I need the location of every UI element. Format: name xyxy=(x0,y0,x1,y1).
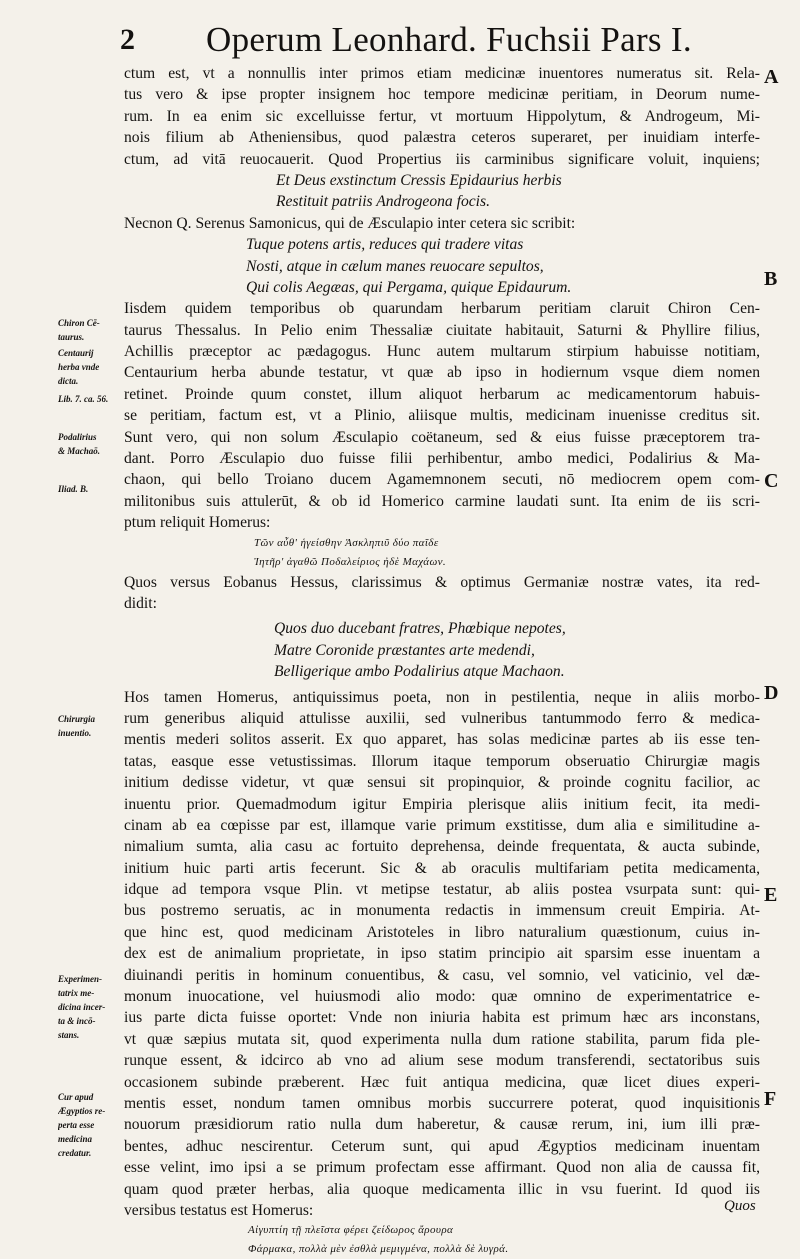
page-number: 2 xyxy=(120,23,135,56)
text-line: dant. Porro Æsculapio duo fuisse filii perhibentur, ambo medici, Podalirius & Ma- xyxy=(124,450,760,468)
greek-quote-homer-2 xyxy=(124,1221,760,1259)
paragraph-eobanus xyxy=(124,572,760,615)
text-line: monum inuocatione, vel huiusmodi alio modo: quæ omnino de experimentatrice e- xyxy=(124,988,760,1006)
text-line: retinet. Proinde quum constet, illum aliquot herbarum ac medicamentorum habuis- xyxy=(124,385,760,403)
text-line: ctum est, vt a nonnullis inter primos etiam medicinæ inuentores numeratus sit. Rela- xyxy=(124,65,760,82)
greek-line: Τῶν αὖθ' ἡγείσθην Ἀσκληπιῦ δύο παῖδε xyxy=(254,536,439,549)
paragraph-chiron xyxy=(124,298,760,533)
text-line: Centaurium herba abunde testatur, vt quæ ab ipso in hodiernum vsque diem nomen xyxy=(124,364,760,382)
text-line: rum. In ea enim sic excelluisse fertur, vt mortuum Hippolytum, & Androgeum, Mi- xyxy=(124,107,760,125)
text-line: cinam ab ea cœpisse par est, illamque varie primum exstitisse, dum alia e similitudine a- xyxy=(124,816,760,834)
catchword: Quos xyxy=(724,1198,756,1214)
verse-eobanus xyxy=(124,614,760,686)
verse-serenus xyxy=(124,234,760,298)
text-line: Necnon Q. Serenus Samonicus, qui de Æsculapio inter cetera sic scribit: xyxy=(124,214,576,232)
verse-line: Tuque potens artis, reduces qui tradere vitas xyxy=(246,236,524,254)
text-line: tus vero & ipse propter insignem hoc tempore medicinæ peritiam, in Deorum nume- xyxy=(124,86,760,104)
greek-line: Φάρμακα, πολλὰ μὲν ἐσθλὰ μεμιγμένα, πολλὰ δὲ λυγρά. xyxy=(248,1243,509,1256)
text-line: quam quod præter herbas, alia quoque medicamenta illic in vsu fuerint. Id quod iis xyxy=(124,1180,760,1198)
text-line: tatas, easque esse vetustissimas. Illorum itaque temporum obseruatio Chirurgiæ magis xyxy=(124,752,760,770)
side-note-chiron: Chiron Cē- taurus. xyxy=(58,318,100,342)
text-line: bentes, adhuc nescirentur. Ceterum sunt, qui apud Ægyptios medicinam inuentam xyxy=(124,1137,760,1155)
text-line: rum generibus aliquid attulisse auxilii, sed vulneribus tantummodo ferro & medica- xyxy=(124,709,760,727)
verse-line: Et Deus exstinctum Cressis Epidaurius herbis xyxy=(276,171,562,189)
text-line: Iisdem quidem temporibus ob quarundam herbarum peritiam claruit Chiron Cen- xyxy=(124,300,760,318)
text-line: nois filium ab Atheniensibus, quod palæstra ceteros superaret, per inuidiam interfe- xyxy=(124,129,760,147)
text-line: inuentu prior. Quemadmodum igitur Empiria plerisque aliis initium fecit, ita medi- xyxy=(124,795,760,813)
text-line: Hos tamen Homerus, antiquissimus poeta, non in pestilentia, neque in aliis morbo- xyxy=(124,688,760,706)
verse-line: Belligerique ambo Podalirius atque Machaon. xyxy=(274,663,565,681)
text-line: nimalium sumta, alia casu ac fortuito deprehensa, deinde frequentata, & aucta subinde, xyxy=(124,838,760,856)
text-line: Sunt vero, qui non solum Æsculapio coëtaneum, sed & eius fuisse præceptorem tra- xyxy=(124,428,760,446)
text-line: Quos versus Eobanus Hessus, clarissimus & optimus Germaniæ nostræ vates, ita red- xyxy=(124,573,760,591)
running-title: Operum Leonhard. Fuchsii Pars I. xyxy=(206,20,692,59)
text-line: chaon, qui bello Troiano ducem Agamemnonem secuti, nō mediocrem opem com- xyxy=(124,471,760,489)
paragraph-aesculapius xyxy=(124,63,760,170)
text-line: mentis esset, nondum tamen omnibus morbis succurrere poterat, quod inquisitionis xyxy=(124,1094,760,1112)
text-line: se peritiam, factum est, vt a Plinio, aliisque multis, medicinam inuenisse creditus sit. xyxy=(124,407,760,425)
text-line: nouorum præsidiorum ratio nulla dum haberetur, & causæ rerum, ini, ium illi præ- xyxy=(124,1116,760,1134)
text-line: initium dedisse videtur, vt quæ sensui sit propinquior, & proinde cognitu facilior, ac xyxy=(124,774,760,792)
text-line: dex est de animalium proprietate, in ipso statim principio ait sparsim esse inuentam a xyxy=(124,945,760,963)
text-line: initium huic parti artis fecerunt. Sic & ab oraculis multifariam petita medicamenta, xyxy=(124,859,760,877)
side-note-experimentatrix: Experimen- tatrix me- dicina incer- ta & incō- stans. xyxy=(58,974,106,1040)
verse-line: Matre Coronide præstantes arte medendi, xyxy=(274,641,535,659)
greek-quote-homer-1 xyxy=(124,534,760,572)
verse-propertius xyxy=(124,170,760,213)
margin-letter-f: F xyxy=(764,1088,777,1110)
text-line: occasionem subinde præberent. Hæc fuit antiqua medicina, quæ licet diues experi- xyxy=(124,1073,760,1091)
side-note-cur-apud: Cur apud Ægyptios re- perta esse medicina credatur. xyxy=(58,1092,106,1158)
margin-letter-c: C xyxy=(764,470,779,492)
text-line: ptum reliquit Homerus: xyxy=(124,514,271,532)
margin-letter-d: D xyxy=(764,682,779,704)
text-line: bus postremo seruatis, ac in monumenta redactis in immensum creuit Empiria. At- xyxy=(124,902,760,920)
greek-line: Αἰγυπτίη τῇ πλεῖστα φέρει ζείδωρος ἄρουρα xyxy=(248,1224,454,1237)
text-line: que hinc est, quod medicinam Aristoteles in libro naturalium quæstionum, cuius in- xyxy=(124,923,760,941)
side-note-centaurium: Centaurij herba vnde dicta. xyxy=(58,348,100,386)
text-line: idque ad tempora vsque Plin. vt metipse testatur, ab aliis postea vsurpata sunt: qui- xyxy=(124,881,760,899)
text-line: mentis mederi solitos asserit. Ex quo apparet, has solas medicinæ partes ab iis esse ten- xyxy=(124,731,760,749)
text-line: didit: xyxy=(124,594,157,612)
verse-line: Qui colis Aegæas, qui Pergama, quique Epidaurum. xyxy=(246,278,572,296)
text-line: militonibus suis attulerūt, & ob id Homerico carmine laudati sunt. Ita enim de iis scri- xyxy=(124,492,760,510)
side-note-podalirius: Podalirius & Machaō. xyxy=(58,432,101,456)
text-line: esse velint, imo ipsi a se primum profectam esse affirmant. Quod non alia de caussa fit, xyxy=(124,1159,760,1177)
paragraph-homerus xyxy=(124,687,760,1222)
side-note-chirurgia: Chirurgia inuentio. xyxy=(58,714,96,738)
side-note-lib: Lib. 7. ca. 56. xyxy=(58,394,109,404)
side-note-iliad: Iliad. B. xyxy=(58,484,89,494)
page-header xyxy=(120,20,692,60)
text-line: vt quæ sæpius mutata sit, quod experimenta nulla dum ratione stabilita, parum fida ple- xyxy=(124,1030,760,1048)
main-text xyxy=(124,63,760,1259)
text-line: ctum, ad vitā reuocauerit. Quod Propertius iis carminibus significare voluit, inquiens; xyxy=(124,150,760,168)
margin-letter-e: E xyxy=(764,884,778,906)
text-line: ius parte dicta fuisse oportet: Vnde non iniuria habita est primum hæc ars inconstans, xyxy=(124,1009,760,1027)
greek-line: Ἰητῆρ' ἀγαθῶ Ποδαλείριος ἠδὲ Μαχάων. xyxy=(254,555,447,568)
text-line: versibus testatus est Homerus: xyxy=(124,1201,314,1219)
margin-letter-a: A xyxy=(764,66,779,88)
verse-line: Nosti, atque in cælum manes reuocare sepultos, xyxy=(246,257,544,275)
verse-line: Quos duo ducebant fratres, Phœbique nepotes, xyxy=(274,620,566,638)
text-line: diuinandi peritis in hominum conuentibus, & casu, vel somnio, vel vaticinio, vel dæ- xyxy=(124,966,760,984)
text-line: Achillis præceptor ac pædagogus. Hunc autem multarum stirpium habuisse notitiam, xyxy=(124,343,760,361)
verse-line: Restituit patriis Androgeona focis. xyxy=(276,193,490,211)
text-line: runque essent, & idcirco ab vno ad alium sese modum transferendi, sectatoribus suis xyxy=(124,1052,760,1070)
text-line: taurus Thessalus. In Pelio enim Thessaliæ ciuitate habitauit, Saturni & Phyllire filius, xyxy=(124,321,760,339)
margin-letter-b: B xyxy=(764,268,778,290)
